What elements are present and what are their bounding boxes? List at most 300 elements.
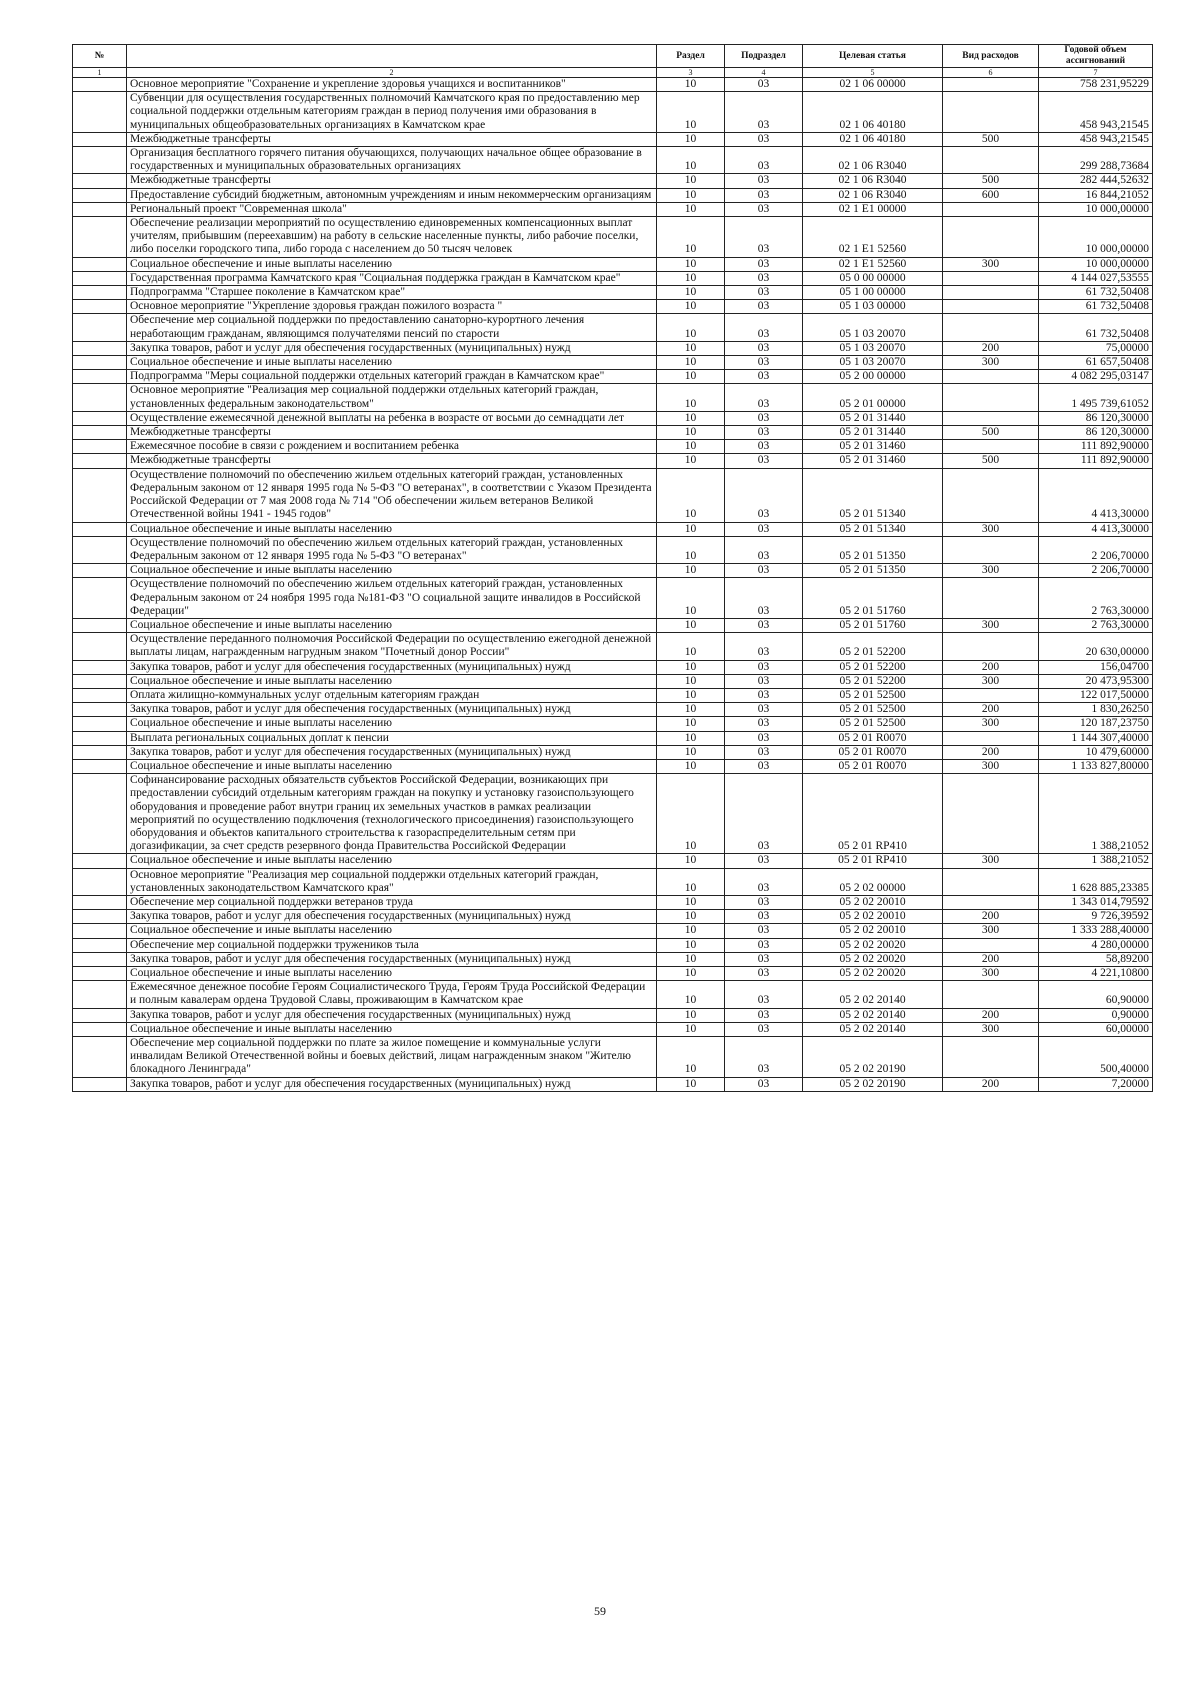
cell-podrazdel: 03 [725,217,803,258]
cell-target-article: 05 2 01 R0070 [803,731,943,745]
column-number: 7 [1039,68,1153,78]
cell-expense-type [943,731,1039,745]
cell-name: Межбюджетные трансферты [127,132,657,146]
table-row [73,202,1153,216]
cell-name: Организация бесплатного горячего питания обучающихся, получающих начальное общее образование в государственных и муниципальных образовательных организациях [127,147,657,174]
cell-amount: 4 413,30000 [1039,468,1153,522]
cell-amount: 75,00000 [1039,341,1153,355]
cell-podrazdel: 03 [725,660,803,674]
table-row [73,703,1153,717]
cell-razdel: 10 [657,257,725,271]
header-annual-amount: Годовой объем ассигнований [1039,45,1153,68]
cell-razdel: 10 [657,895,725,909]
cell-razdel: 10 [657,1022,725,1036]
cell-expense-type [943,300,1039,314]
cell-number [73,1077,127,1091]
cell-number [73,92,127,133]
cell-podrazdel: 03 [725,578,803,619]
cell-name: Осуществление переданного полномочия Российской Федерации по осуществлению ежегодной денежной выплаты лицам, награжденным нагрудным знаком "Почетный донор России" [127,633,657,660]
cell-target-article: 05 2 01 51350 [803,564,943,578]
cell-number [73,536,127,563]
table-row [73,952,1153,966]
table-row [73,688,1153,702]
cell-podrazdel: 03 [725,854,803,868]
table-row [73,674,1153,688]
cell-podrazdel: 03 [725,78,803,92]
cell-razdel: 10 [657,1008,725,1022]
table-row [73,578,1153,619]
cell-podrazdel: 03 [725,356,803,370]
cell-podrazdel: 03 [725,1037,803,1078]
cell-number [73,1022,127,1036]
cell-target-article: 05 2 02 20020 [803,938,943,952]
cell-target-article: 05 2 02 20010 [803,910,943,924]
cell-name: Межбюджетные трансферты [127,174,657,188]
cell-podrazdel: 03 [725,564,803,578]
cell-razdel: 10 [657,78,725,92]
cell-name: Основное мероприятие "Сохранение и укрепление здоровья учащихся и воспитанников" [127,78,657,92]
cell-podrazdel: 03 [725,633,803,660]
cell-number [73,257,127,271]
cell-name: Обеспечение мер социальной поддержки по плате за жилое помещение и коммунальные услуги инвалидам Великой Отечественной войны и боевых действий, лицам награжденным знаком "Жителю блокадного Ленинграда" [127,1037,657,1078]
cell-name: Социальное обеспечение и иные выплаты населению [127,967,657,981]
table-row [73,618,1153,632]
cell-podrazdel: 03 [725,384,803,411]
table-row [73,384,1153,411]
table-row [73,286,1153,300]
cell-razdel: 10 [657,910,725,924]
cell-target-article: 05 2 02 20140 [803,981,943,1008]
cell-podrazdel: 03 [725,286,803,300]
cell-amount: 4 082 295,03147 [1039,370,1153,384]
cell-name: Основное мероприятие "Реализация мер социальной поддержки отдельных категорий граждан, установленных федеральным законодательством" [127,384,657,411]
cell-amount: 61 732,50408 [1039,314,1153,341]
cell-podrazdel: 03 [725,895,803,909]
cell-amount: 156,04700 [1039,660,1153,674]
table-row [73,564,1153,578]
cell-target-article: 05 1 03 20070 [803,341,943,355]
cell-name: Подпрограмма "Меры социальной поддержки отдельных категорий граждан в Камчатском крае" [127,370,657,384]
cell-target-article: 05 2 02 20190 [803,1037,943,1078]
table-row [73,92,1153,133]
cell-target-article: 05 2 01 52500 [803,703,943,717]
cell-razdel: 10 [657,952,725,966]
header-razdel: Раздел [657,45,725,68]
cell-name: Социальное обеспечение и иные выплаты населению [127,564,657,578]
cell-number [73,1037,127,1078]
cell-amount: 1 495 739,61052 [1039,384,1153,411]
cell-name: Обеспечение реализации мероприятий по осуществлению единовременных компенсационных выплат учителям, прибывшим (переехавшим) на работу в сельские населенные пункты, либо рабочие поселки, либо поселки городского типа, либо города с населением до 50 тысяч человек [127,217,657,258]
budget-table [72,44,1153,1092]
table-row [73,717,1153,731]
table-row [73,924,1153,938]
cell-amount: 60,00000 [1039,1022,1153,1036]
cell-expense-type [943,271,1039,285]
cell-number [73,522,127,536]
cell-target-article: 05 1 03 20070 [803,356,943,370]
table-row [73,341,1153,355]
cell-podrazdel: 03 [725,981,803,1008]
cell-number [73,731,127,745]
cell-razdel: 10 [657,924,725,938]
cell-expense-type: 200 [943,1008,1039,1022]
cell-name: Осуществление ежемесячной денежной выплаты на ребенка в возрасте от восьми до семнадцати лет [127,411,657,425]
cell-podrazdel: 03 [725,731,803,745]
cell-amount: 299 288,73684 [1039,147,1153,174]
cell-expense-type [943,411,1039,425]
cell-razdel: 10 [657,217,725,258]
cell-amount: 61 657,50408 [1039,356,1153,370]
table-row [73,147,1153,174]
table-row [73,257,1153,271]
cell-podrazdel: 03 [725,314,803,341]
cell-expense-type: 500 [943,174,1039,188]
cell-target-article: 02 1 E1 00000 [803,202,943,216]
cell-target-article: 05 2 01 31460 [803,440,943,454]
cell-name: Предоставление субсидий бюджетным, автономным учреждениям и иным некоммерческим организациям [127,188,657,202]
cell-razdel: 10 [657,286,725,300]
cell-podrazdel: 03 [725,1022,803,1036]
cell-number [73,384,127,411]
cell-number [73,411,127,425]
cell-razdel: 10 [657,356,725,370]
cell-target-article: 02 1 E1 52560 [803,217,943,258]
cell-podrazdel: 03 [725,411,803,425]
cell-podrazdel: 03 [725,188,803,202]
table-row [73,132,1153,146]
table-row [73,633,1153,660]
cell-expense-type: 500 [943,132,1039,146]
cell-name: Социальное обеспечение и иные выплаты населению [127,924,657,938]
cell-number [73,688,127,702]
cell-razdel: 10 [657,703,725,717]
cell-name: Социальное обеспечение и иные выплаты населению [127,717,657,731]
cell-number [73,341,127,355]
cell-expense-type [943,286,1039,300]
table-row [73,854,1153,868]
cell-expense-type: 300 [943,717,1039,731]
cell-razdel: 10 [657,522,725,536]
cell-amount: 500,40000 [1039,1037,1153,1078]
cell-number [73,578,127,619]
cell-expense-type: 300 [943,674,1039,688]
table-body [73,78,1153,1092]
cell-razdel: 10 [657,370,725,384]
cell-number [73,454,127,468]
cell-number [73,924,127,938]
cell-number [73,217,127,258]
cell-amount: 20 473,95300 [1039,674,1153,688]
cell-number [73,1008,127,1022]
cell-name: Межбюджетные трансферты [127,426,657,440]
table-row [73,759,1153,773]
table-row [73,314,1153,341]
header-name [127,45,657,68]
cell-number [73,967,127,981]
cell-target-article: 05 2 02 20010 [803,924,943,938]
table-row [73,981,1153,1008]
cell-target-article: 05 2 02 20140 [803,1022,943,1036]
cell-name: Закупка товаров, работ и услуг для обеспечения государственных (муниципальных) нужд [127,1077,657,1091]
cell-amount: 458 943,21545 [1039,132,1153,146]
cell-expense-type [943,578,1039,619]
cell-number [73,440,127,454]
cell-amount: 16 844,21052 [1039,188,1153,202]
header-expense-type: Вид расходов [943,45,1039,68]
cell-number [73,868,127,895]
table-row [73,660,1153,674]
cell-target-article: 05 2 01 31460 [803,454,943,468]
cell-name: Закупка товаров, работ и услуг для обеспечения государственных (муниципальных) нужд [127,341,657,355]
cell-target-article: 02 1 06 00000 [803,78,943,92]
cell-target-article: 05 2 02 20190 [803,1077,943,1091]
cell-expense-type: 500 [943,426,1039,440]
cell-podrazdel: 03 [725,147,803,174]
cell-podrazdel: 03 [725,300,803,314]
cell-target-article: 05 2 01 51340 [803,468,943,522]
cell-number [73,618,127,632]
cell-razdel: 10 [657,202,725,216]
cell-target-article: 05 2 02 20020 [803,952,943,966]
cell-amount: 758 231,95229 [1039,78,1153,92]
cell-target-article: 05 2 01 52500 [803,688,943,702]
cell-podrazdel: 03 [725,1008,803,1022]
column-number-row [73,68,1153,78]
cell-name: Закупка товаров, работ и услуг для обеспечения государственных (муниципальных) нужд [127,952,657,966]
table-row [73,300,1153,314]
cell-name: Социальное обеспечение и иные выплаты населению [127,356,657,370]
cell-razdel: 10 [657,300,725,314]
cell-podrazdel: 03 [725,341,803,355]
cell-razdel: 10 [657,1077,725,1091]
cell-razdel: 10 [657,468,725,522]
cell-target-article: 05 1 03 00000 [803,300,943,314]
table-row [73,1077,1153,1091]
cell-expense-type: 200 [943,745,1039,759]
cell-target-article: 05 2 01 R0070 [803,745,943,759]
table-row [73,910,1153,924]
cell-name: Государственная программа Камчатского края "Социальная поддержка граждан в Камчатском крае" [127,271,657,285]
cell-amount: 10 000,00000 [1039,202,1153,216]
cell-target-article: 02 1 E1 52560 [803,257,943,271]
cell-number [73,854,127,868]
cell-expense-type [943,202,1039,216]
cell-name: Социальное обеспечение и иные выплаты населению [127,674,657,688]
cell-target-article: 05 2 01 51350 [803,536,943,563]
cell-number [73,981,127,1008]
cell-amount: 1 388,21052 [1039,854,1153,868]
cell-podrazdel: 03 [725,370,803,384]
cell-name: Межбюджетные трансферты [127,454,657,468]
cell-amount: 458 943,21545 [1039,92,1153,133]
cell-target-article: 05 2 01 52200 [803,660,943,674]
cell-expense-type: 300 [943,759,1039,773]
cell-name: Социальное обеспечение и иные выплаты населению [127,257,657,271]
column-number: 2 [127,68,657,78]
cell-razdel: 10 [657,536,725,563]
cell-number [73,78,127,92]
budget-table-sheet [72,44,1152,1092]
cell-name: Софинансирование расходных обязательств субъектов Российской Федерации, возникающих при предоставлении субсидий отдельным категориям граждан на покупку и установку газоиспользующего оборудования и проведение работ внутри границ их земельных участков в рамках реализации мероприятий по осуществлению подключения (технологического присоединения) газоиспользующего оборудования и объектов капитального строительства к газораспределительным сетям при догазификации, за счет средств резервного фонда Правительства Российской Федерации [127,774,657,854]
cell-expense-type: 200 [943,341,1039,355]
cell-number [73,910,127,924]
cell-razdel: 10 [657,411,725,425]
cell-expense-type [943,370,1039,384]
cell-expense-type [943,440,1039,454]
cell-podrazdel: 03 [725,868,803,895]
cell-number [73,717,127,731]
cell-expense-type: 300 [943,967,1039,981]
cell-name: Социальное обеспечение и иные выплаты населению [127,854,657,868]
cell-number [73,952,127,966]
cell-podrazdel: 03 [725,202,803,216]
cell-amount: 61 732,50408 [1039,286,1153,300]
header-number: № [73,45,127,68]
cell-name: Закупка товаров, работ и услуг для обеспечения государственных (муниципальных) нужд [127,745,657,759]
cell-expense-type [943,536,1039,563]
cell-name: Закупка товаров, работ и услуг для обеспечения государственных (муниципальных) нужд [127,660,657,674]
table-row [73,411,1153,425]
cell-expense-type: 300 [943,356,1039,370]
table-row [73,522,1153,536]
cell-target-article: 02 1 06 R3040 [803,174,943,188]
table-row [73,188,1153,202]
cell-expense-type [943,688,1039,702]
cell-name: Закупка товаров, работ и услуг для обеспечения государственных (муниципальных) нужд [127,703,657,717]
cell-amount: 7,20000 [1039,1077,1153,1091]
cell-number [73,564,127,578]
cell-expense-type [943,1037,1039,1078]
cell-expense-type: 300 [943,924,1039,938]
table-row [73,370,1153,384]
cell-name: Социальное обеспечение и иные выплаты населению [127,759,657,773]
cell-expense-type: 500 [943,454,1039,468]
cell-podrazdel: 03 [725,674,803,688]
table-row [73,454,1153,468]
cell-target-article: 05 1 03 20070 [803,314,943,341]
cell-target-article: 05 2 01 31440 [803,411,943,425]
cell-razdel: 10 [657,938,725,952]
cell-podrazdel: 03 [725,618,803,632]
cell-target-article: 05 2 01 52200 [803,633,943,660]
cell-razdel: 10 [657,188,725,202]
cell-number [73,188,127,202]
cell-number [73,774,127,854]
cell-razdel: 10 [657,854,725,868]
cell-expense-type [943,217,1039,258]
cell-podrazdel: 03 [725,454,803,468]
cell-amount: 86 120,30000 [1039,426,1153,440]
cell-podrazdel: 03 [725,1077,803,1091]
cell-expense-type: 300 [943,564,1039,578]
cell-name: Выплата региональных социальных доплат к пенсии [127,731,657,745]
cell-target-article: 05 2 01 52200 [803,674,943,688]
cell-amount: 1 388,21052 [1039,774,1153,854]
table-row [73,967,1153,981]
cell-razdel: 10 [657,633,725,660]
cell-target-article: 05 2 02 20010 [803,895,943,909]
cell-razdel: 10 [657,92,725,133]
cell-razdel: 10 [657,454,725,468]
cell-amount: 1 333 288,40000 [1039,924,1153,938]
cell-amount: 60,90000 [1039,981,1153,1008]
table-row [73,174,1153,188]
cell-amount: 1 133 827,80000 [1039,759,1153,773]
cell-amount: 61 732,50408 [1039,300,1153,314]
cell-razdel: 10 [657,384,725,411]
cell-number [73,759,127,773]
header-podrazdel: Подраздел [725,45,803,68]
cell-number [73,703,127,717]
cell-expense-type: 200 [943,952,1039,966]
cell-name: Подпрограмма "Старшее поколение в Камчатском крае" [127,286,657,300]
cell-name: Социальное обеспечение и иные выплаты населению [127,522,657,536]
cell-podrazdel: 03 [725,271,803,285]
cell-name: Региональный проект "Современная школа" [127,202,657,216]
column-number: 4 [725,68,803,78]
cell-target-article: 05 2 01 51760 [803,618,943,632]
cell-name: Основное мероприятие "Реализация мер социальной поддержки отдельных категорий граждан, установленных законодательством Камчатского края" [127,868,657,895]
cell-razdel: 10 [657,759,725,773]
cell-razdel: 10 [657,1037,725,1078]
cell-name: Ежемесячное денежное пособие Героям Социалистического Труда, Героям Труда Российской Федерации и полным кавалерам ордена Трудовой Славы, проживающим в Камчатском крае [127,981,657,1008]
cell-number [73,314,127,341]
cell-razdel: 10 [657,132,725,146]
cell-number [73,674,127,688]
cell-target-article: 05 2 01 51760 [803,578,943,619]
cell-razdel: 10 [657,774,725,854]
cell-podrazdel: 03 [725,257,803,271]
cell-podrazdel: 03 [725,536,803,563]
table-row [73,868,1153,895]
table-row [73,895,1153,909]
cell-target-article: 02 1 06 40180 [803,92,943,133]
cell-expense-type [943,868,1039,895]
cell-razdel: 10 [657,314,725,341]
cell-number [73,300,127,314]
cell-amount: 2 763,30000 [1039,618,1153,632]
cell-podrazdel: 03 [725,522,803,536]
cell-amount: 1 343 014,79592 [1039,895,1153,909]
cell-amount: 1 830,26250 [1039,703,1153,717]
cell-number [73,426,127,440]
cell-target-article: 05 0 00 00000 [803,271,943,285]
table-header-row [73,45,1153,68]
cell-podrazdel: 03 [725,440,803,454]
cell-amount: 86 120,30000 [1039,411,1153,425]
cell-number [73,938,127,952]
cell-name: Осуществление полномочий по обеспечению жильем отдельных категорий граждан, установленных Федеральным законом от 24 ноября 1995 года №181-ФЗ "О социальной защите инвалидов в Российской Федерации" [127,578,657,619]
cell-name: Осуществление полномочий по обеспечению жильем отдельных категорий граждан, установленных Федеральным законом от 12 января 1995 года № 5-ФЗ "О ветеранах" [127,536,657,563]
table-row [73,1008,1153,1022]
cell-expense-type [943,147,1039,174]
cell-podrazdel: 03 [725,703,803,717]
cell-amount: 9 726,39592 [1039,910,1153,924]
cell-name: Обеспечение мер социальной поддержки ветеранов труда [127,895,657,909]
cell-podrazdel: 03 [725,92,803,133]
cell-razdel: 10 [657,426,725,440]
cell-expense-type [943,384,1039,411]
cell-razdel: 10 [657,731,725,745]
cell-razdel: 10 [657,981,725,1008]
cell-name: Оплата жилищно-коммунальных услуг отдельным категориям граждан [127,688,657,702]
table-row [73,356,1153,370]
cell-podrazdel: 03 [725,774,803,854]
table-row [73,938,1153,952]
column-number: 3 [657,68,725,78]
cell-number [73,745,127,759]
cell-target-article: 05 2 01 RP410 [803,854,943,868]
